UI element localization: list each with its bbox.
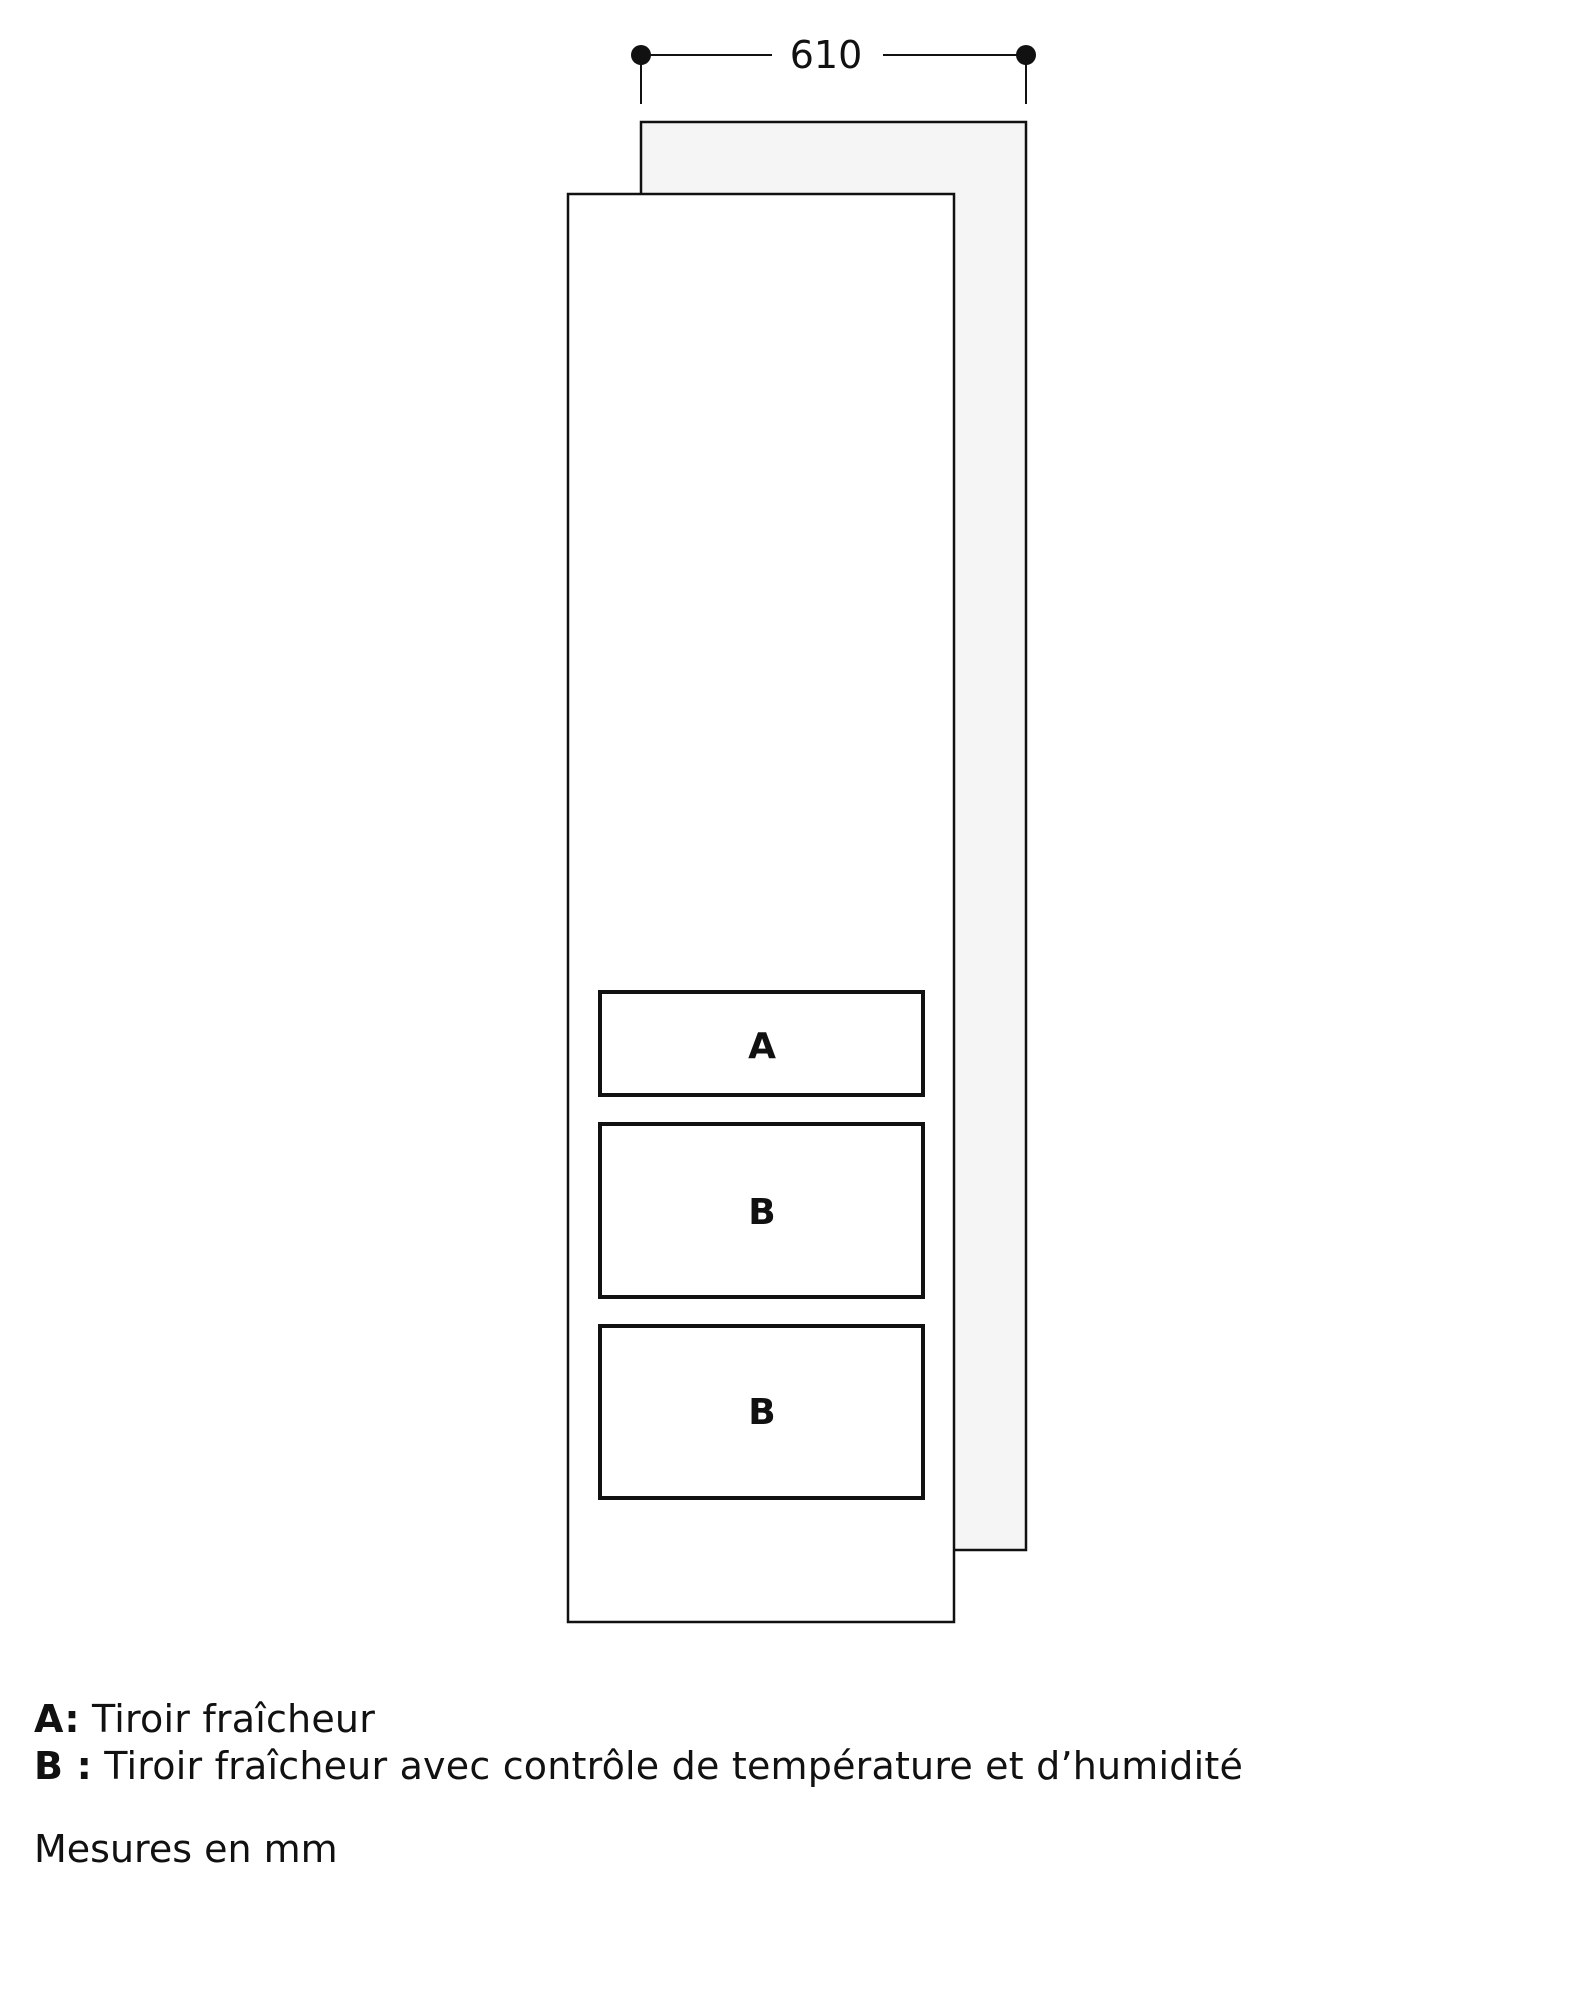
dimension-endpoint-left — [631, 45, 651, 65]
drawer-a-label: A — [748, 1026, 776, 1067]
legend-key-a: A — [34, 1697, 65, 1741]
width-dimension-label: 610 — [789, 33, 863, 77]
units-note: Mesures en mm — [34, 1827, 338, 1871]
drawer-a — [600, 992, 923, 1095]
drawer-b-upper-label: B — [748, 1192, 776, 1233]
legend-item-a — [34, 1696, 1243, 1743]
drawer-b-upper — [600, 1124, 923, 1297]
legend-item-b — [34, 1743, 1243, 1790]
legend-text-a: Tiroir fraîcheur — [92, 1697, 376, 1741]
legend-separator-b: : — [63, 1744, 92, 1788]
dimension-endpoint-right — [1016, 45, 1036, 65]
legend-text-b: Tiroir fraîcheur avec contrôle de température et d’humidité — [104, 1744, 1244, 1788]
drawer-legend — [34, 1696, 1243, 1790]
width-dimension — [631, 33, 1036, 104]
legend-key-b: B — [34, 1744, 64, 1788]
drawer-b-lower — [600, 1326, 923, 1498]
legend-separator-a: : — [64, 1697, 80, 1741]
drawer-b-lower-label: B — [748, 1392, 776, 1433]
